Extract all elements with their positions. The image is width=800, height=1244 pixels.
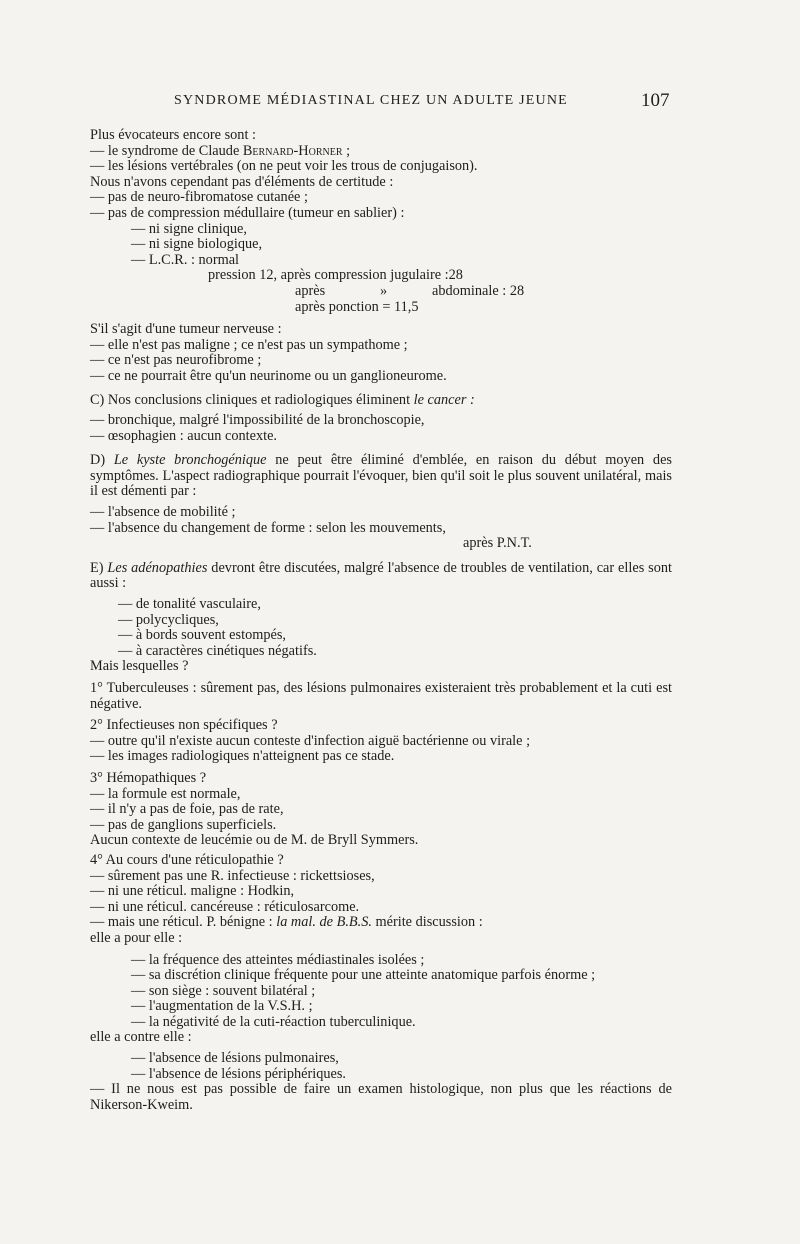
text-line: Aucun contexte de leucémie ou de M. de Bryll Symmers.	[90, 832, 419, 849]
text-line: — outre qu'il n'existe aucun conteste d'infection aiguë bactérienne ou virale ;	[90, 732, 531, 749]
paragraph: E) Les adénopathies devront être discutées, malgré l'absence de troubles de ventilation, car elles sont aussi :	[90, 559, 672, 592]
text-line: — son siège : souvent bilatéral ;	[131, 982, 316, 999]
text-line: — bronchique, malgré l'impossibilité de la bronchoscopie,	[90, 412, 425, 429]
text-line: — ce ne pourrait être qu'un neurinome ou un ganglioneurome.	[90, 367, 447, 384]
text-line: — l'absence de lésions pulmonaires,	[131, 1050, 339, 1067]
text-line: — œsophagien : aucun contexte.	[90, 427, 277, 444]
text-line: — il n'y a pas de foie, pas de rate,	[90, 801, 284, 818]
text-line: — pas de ganglions superficiels.	[90, 816, 277, 833]
text-line: — la formule est normale,	[90, 785, 241, 802]
text-line: — le syndrome de Claude Bernard-Horner ;	[90, 142, 351, 159]
text-line: — les lésions vertébrales (on ne peut voir les trous de conjugaison).	[90, 158, 478, 175]
text-line: — les images radiologiques n'atteignent pas ce stade.	[90, 748, 395, 765]
text-line: après P.N.T.	[463, 535, 532, 552]
text-line: — ni signe biologique,	[131, 236, 263, 253]
text-line: — la négativité de la cuti-réaction tuberculinique.	[131, 1013, 416, 1030]
text-line: après » abdominale : 28	[295, 282, 525, 299]
text-line: — elle n'est pas maligne ; ce n'est pas un sympathome ;	[90, 336, 408, 353]
text-line: — L.C.R. : normal	[131, 251, 240, 268]
page-number: 107	[641, 90, 670, 111]
text-line: Plus évocateurs encore sont :	[90, 127, 256, 143]
page-body	[90, 128, 672, 1113]
text-line: elle a pour elle :	[90, 929, 183, 946]
paragraph: D) Le kyste bronchogénique ne peut être éliminé d'emblée, en raison du début moyen des symptômes. L'aspect radiographique pourrait l'évoquer, bien qu'il soit le plus souvent unilatéral, mais il est démenti par :	[90, 452, 672, 500]
text-line: C) Nos conclusions cliniques et radiologiques éliminent le cancer :	[90, 391, 475, 408]
text-line: 4° Au cours d'une réticulopathie ?	[90, 851, 284, 868]
text-line: — la fréquence des atteintes médiastinales isolées ;	[131, 951, 425, 968]
text-line: — ni signe clinique,	[131, 220, 247, 237]
text-line: — pas de compression médullaire (tumeur en sablier) :	[90, 204, 405, 221]
text-line: elle a contre elle :	[90, 1029, 192, 1046]
text-line: — polycycliques,	[118, 611, 219, 628]
text-line: pression 12, après compression jugulaire :28	[208, 267, 463, 284]
text-line: Nous n'avons cependant pas d'éléments de certitude :	[90, 173, 394, 190]
text-line: — à bords souvent estompés,	[118, 627, 286, 644]
text-line: — l'augmentation de la V.S.H. ;	[131, 998, 313, 1015]
text-line: — pas de neuro-fibromatose cutanée ;	[90, 189, 308, 206]
text-line: Mais lesquelles ?	[90, 658, 189, 675]
text-line: — sûrement pas une R. infectieuse : rickettsioses,	[90, 867, 375, 884]
text-line: — de tonalité vasculaire,	[118, 596, 261, 613]
text-line: — ni une réticul. cancéreuse : réticulosarcome.	[90, 898, 360, 915]
running-header: SYNDROME MÉDIASTINAL CHEZ UN ADULTE JEUNE	[174, 93, 568, 108]
text-line: S'il s'agit d'une tumeur nerveuse :	[90, 321, 282, 338]
text-line: 2° Infectieuses non spécifiques ?	[90, 717, 278, 734]
paragraph: — Il ne nous est pas possible de faire un examen histologique, non plus que les réactions de Nikerson-Kweim.	[90, 1081, 672, 1113]
text-line: — sa discrétion clinique fréquente pour une atteinte anatomique parfois énorme ;	[131, 967, 596, 984]
text-line: — l'absence de lésions périphériques.	[131, 1065, 346, 1082]
text-line: 3° Hémopathiques ?	[90, 769, 207, 786]
paragraph: 1° Tuberculeuses : sûrement pas, des lésions pulmonaires existeraient très probablement et la cuti est négative.	[90, 680, 672, 712]
text-line: — l'absence de mobilité ;	[90, 504, 236, 521]
text-line: — mais une réticul. P. bénigne : la mal. de B.B.S. mérite discussion :	[90, 914, 483, 931]
text-line: après ponction = 11,5	[295, 298, 419, 315]
text-line: — l'absence du changement de forme : selon les mouvements,	[90, 519, 446, 536]
text-line: — à caractères cinétiques négatifs.	[118, 642, 317, 659]
text-line: — ce n'est pas neurofibrome ;	[90, 352, 262, 369]
author-name: Bernard-Horner	[242, 142, 343, 159]
text-line: — ni une réticul. maligne : Hodkin,	[90, 883, 295, 900]
